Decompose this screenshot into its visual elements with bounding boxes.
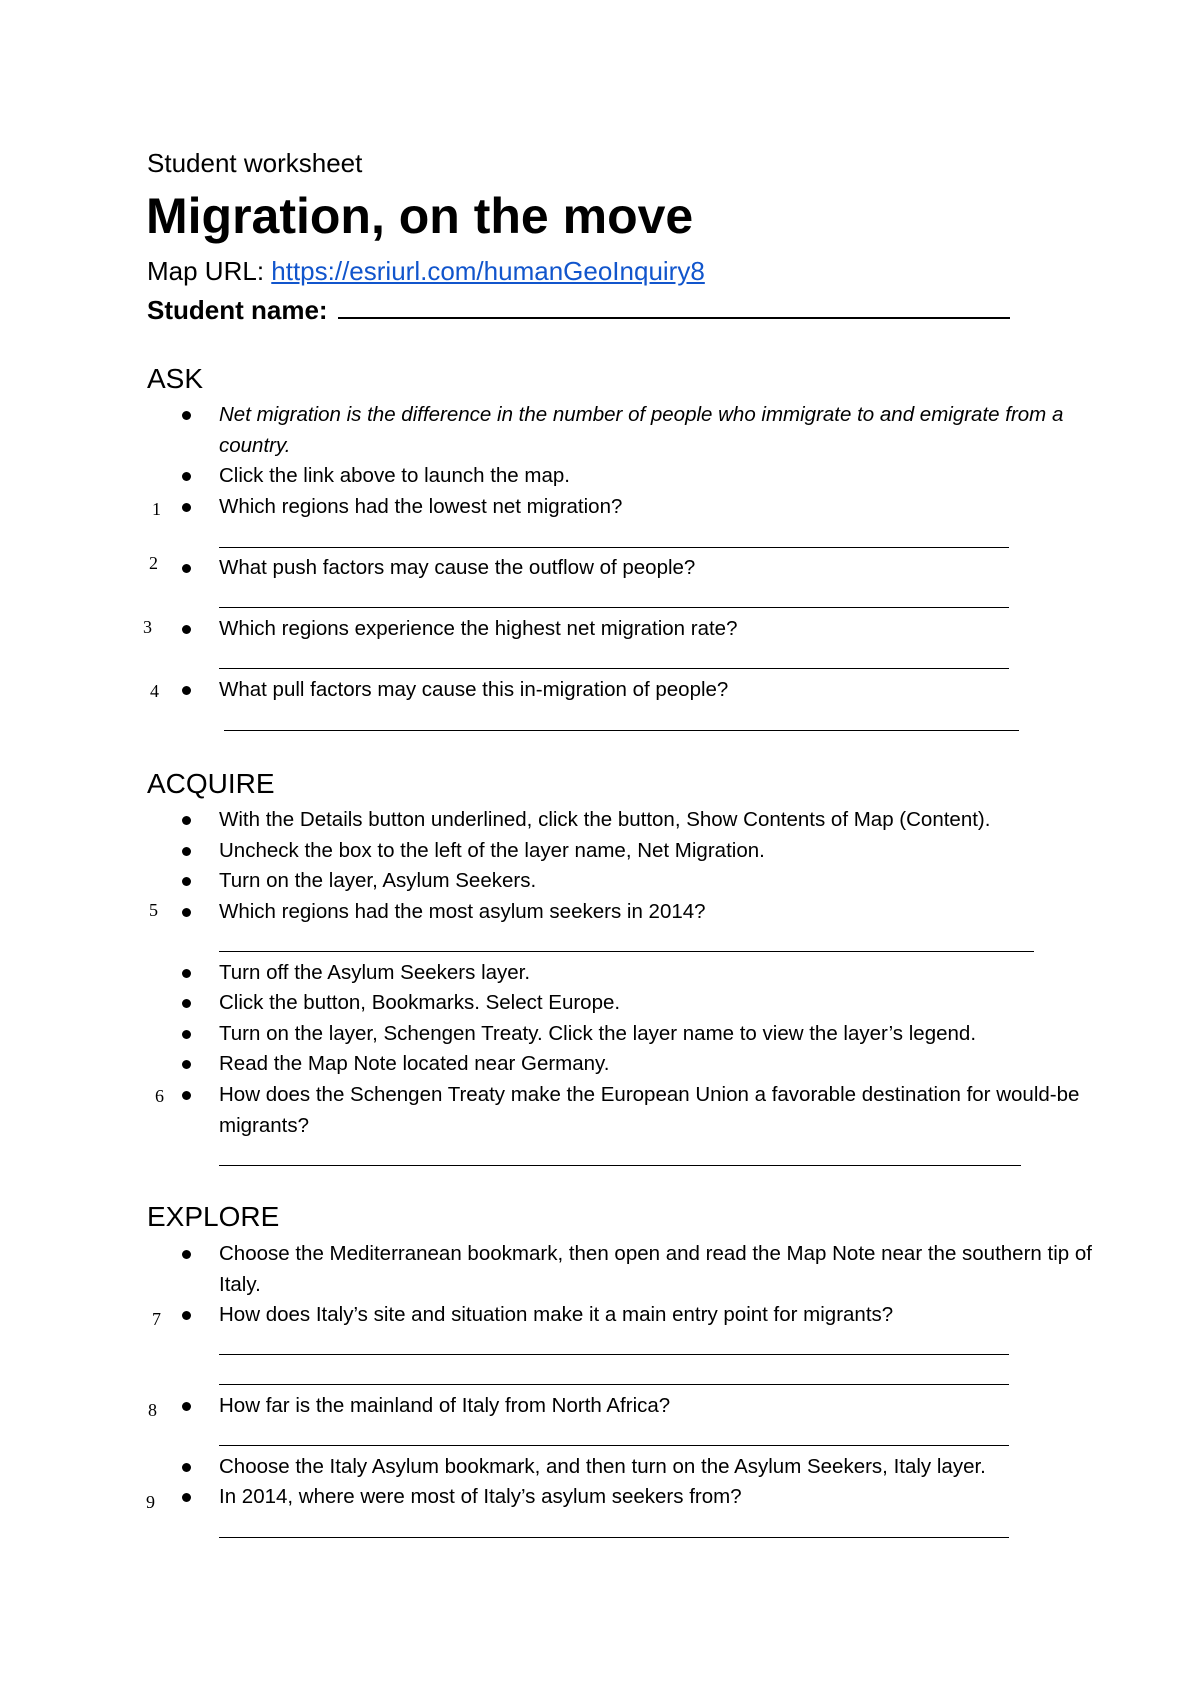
student-name-line: [147, 293, 1010, 327]
map-url-link[interactable]: https://esriurl.com/humanGeoInquiry8: [271, 256, 705, 286]
question-text: How does the Schengen Treaty make the European Union a favorable destination for would-be migrants?: [219, 1083, 1080, 1137]
question-number: 7: [152, 1309, 161, 1329]
bullet-icon: [182, 999, 191, 1008]
list-item: Uncheck the box to the left of the layer name, Net Migration.: [219, 839, 765, 862]
bullet-icon: [182, 411, 191, 420]
question-text: How far is the mainland of Italy from North Africa?: [219, 1394, 671, 1417]
bullet-icon: [182, 1311, 191, 1320]
list-item: Net migration is the difference in the number of people who immigrate to and emigrate from a country.: [219, 403, 1064, 457]
bullet-icon: [182, 1091, 191, 1100]
question-number: 2: [149, 553, 158, 573]
bullet-icon: [182, 472, 191, 481]
bullet-icon: [182, 877, 191, 886]
answer-line[interactable]: [219, 951, 1034, 952]
question-number: 3: [143, 617, 152, 637]
list-item: Turn off the Asylum Seekers layer.: [219, 961, 531, 984]
question-text: What pull factors may cause this in-migration of people?: [219, 678, 729, 701]
question-number: 5: [149, 900, 158, 920]
section-heading-explore: EXPLORE: [147, 1201, 280, 1232]
answer-line[interactable]: [219, 547, 1009, 548]
answer-line[interactable]: [219, 607, 1009, 608]
bullet-icon: [182, 908, 191, 917]
map-url-line: [147, 254, 705, 288]
answer-line[interactable]: [219, 1354, 1009, 1355]
bullet-icon: [182, 503, 191, 512]
bullet-icon: [182, 816, 191, 825]
list-item: Choose the Italy Asylum bookmark, and then turn on the Asylum Seekers, Italy layer.: [219, 1455, 986, 1478]
student-name-blank[interactable]: [338, 293, 1010, 319]
map-url-label: Map URL:: [147, 256, 272, 286]
list-item: Turn on the layer, Schengen Treaty. Click the layer name to view the layer’s legend.: [219, 1022, 977, 1045]
page-title: Migration, on the move: [146, 188, 694, 244]
bullet-icon: [182, 1030, 191, 1039]
question-number: 9: [146, 1492, 155, 1512]
section-heading-ask: ASK: [147, 363, 204, 394]
bullet-icon: [182, 1463, 191, 1472]
answer-line[interactable]: [224, 730, 1019, 731]
answer-line[interactable]: [219, 1537, 1009, 1538]
worksheet-label: Student worksheet: [147, 148, 363, 178]
student-name-label: Student name:: [147, 295, 328, 325]
question-text: How does Italy’s site and situation make it a main entry point for migrants?: [219, 1303, 894, 1326]
section-heading-acquire: ACQUIRE: [147, 768, 275, 799]
list-item: Read the Map Note located near Germany.: [219, 1052, 610, 1075]
bullet-icon: [182, 847, 191, 856]
list-item: Turn on the layer, Asylum Seekers.: [219, 869, 537, 892]
bullet-icon: [182, 969, 191, 978]
bullet-icon: [182, 1060, 191, 1069]
question-text: Which regions had the most asylum seekers in 2014?: [219, 900, 706, 923]
bullet-icon: [182, 1402, 191, 1411]
bullet-icon: [182, 1493, 191, 1502]
question-text: Which regions experience the highest net migration rate?: [219, 617, 738, 640]
answer-line[interactable]: [219, 1445, 1009, 1446]
list-item: Click the button, Bookmarks. Select Europe.: [219, 991, 621, 1014]
answer-line[interactable]: [219, 1384, 1009, 1385]
question-number: 6: [155, 1086, 164, 1106]
bullet-icon: [182, 1250, 191, 1259]
question-text: Which regions had the lowest net migration?: [219, 495, 623, 518]
list-item: Click the link above to launch the map.: [219, 464, 570, 487]
bullet-icon: [182, 686, 191, 695]
question-number: 8: [148, 1400, 157, 1420]
answer-line[interactable]: [219, 668, 1009, 669]
bullet-icon: [182, 564, 191, 573]
bullet-icon: [182, 625, 191, 634]
answer-line[interactable]: [219, 1165, 1021, 1166]
question-text: What push factors may cause the outflow of people?: [219, 556, 696, 579]
question-number: 4: [150, 681, 159, 701]
list-item: With the Details button underlined, click the button, Show Contents of Map (Content).: [219, 808, 991, 831]
question-text: In 2014, where were most of Italy’s asylum seekers from?: [219, 1485, 742, 1508]
list-item: Choose the Mediterranean bookmark, then open and read the Map Note near the southern tip of Italy.: [219, 1242, 1092, 1296]
question-number: 1: [152, 499, 161, 519]
